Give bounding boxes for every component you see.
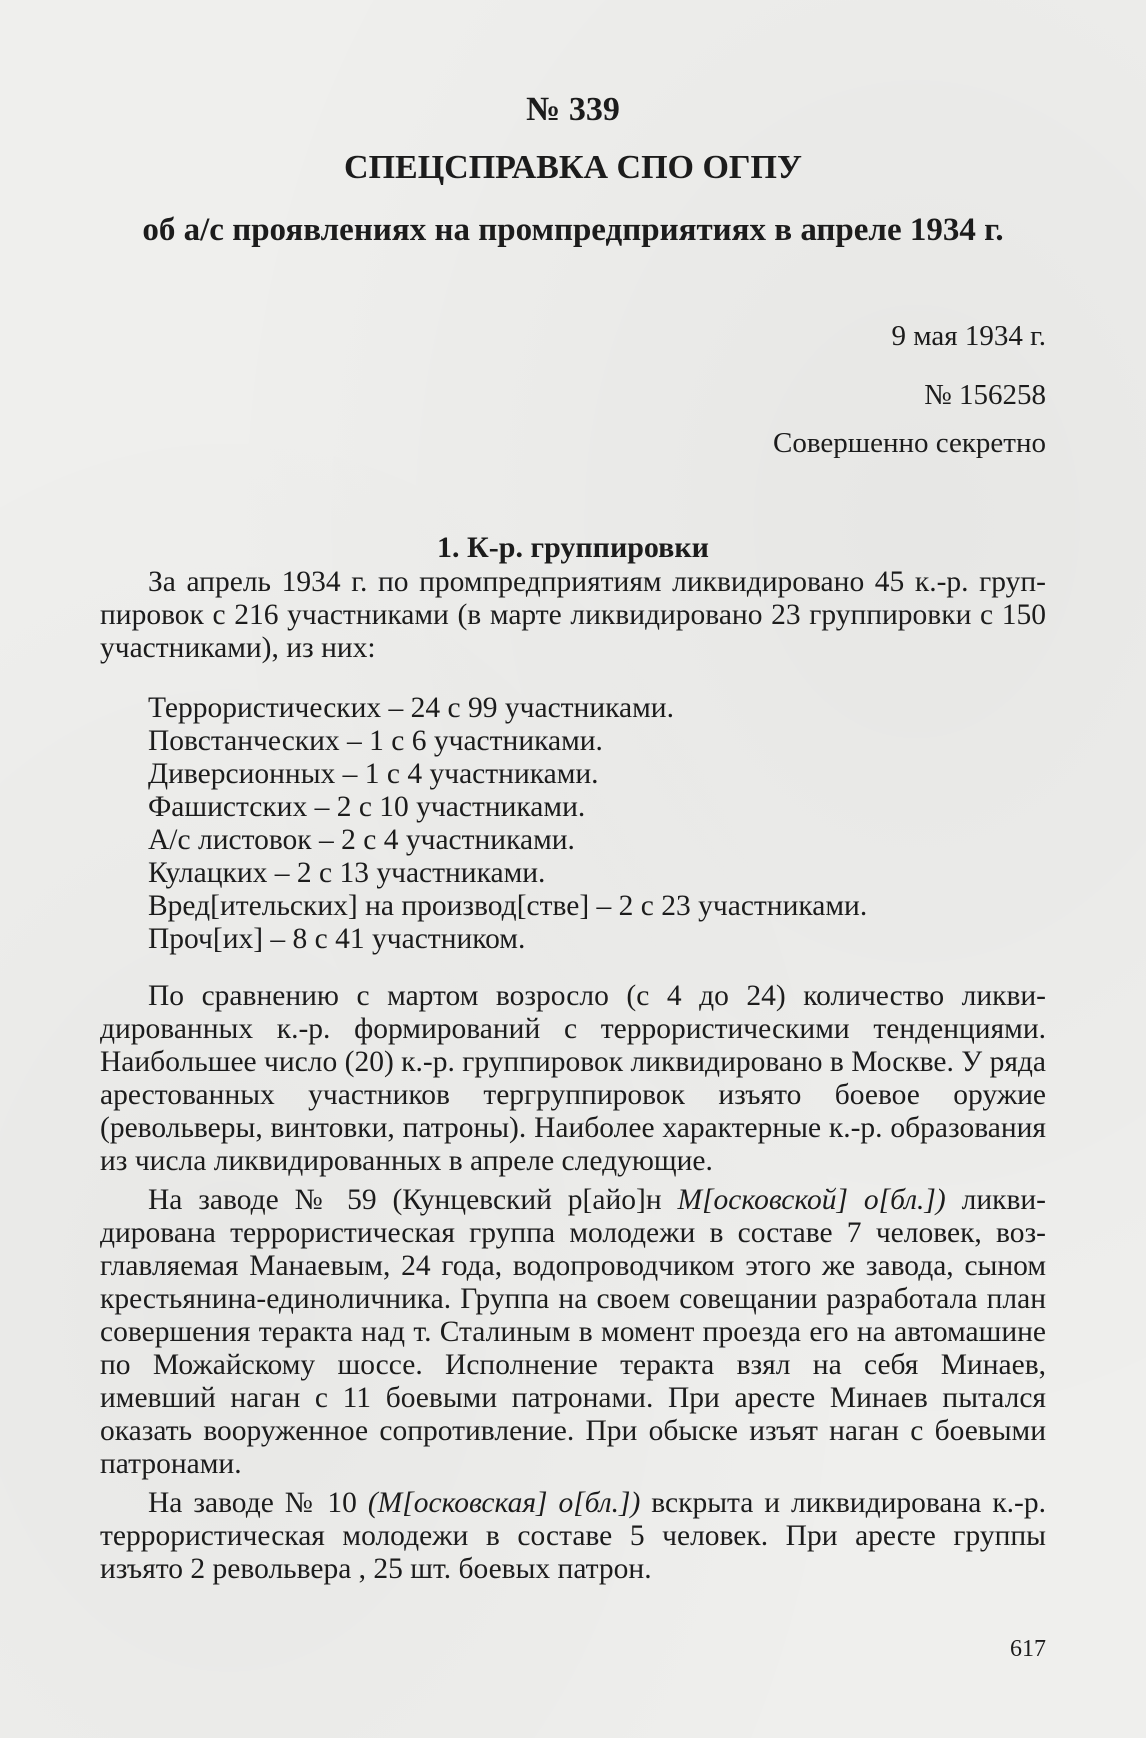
list-item: А/с листовок – 2 с 4 участниками. xyxy=(148,824,575,856)
paragraph-plant-10-start: На заводе № 10 xyxy=(148,1487,368,1519)
intro-paragraph: За апрель 1934 г. по промпредприятиям ликвидировано 45 к.-р. группировок с 216 участниками (в марте ликвидировано 23 группировки с 150 участниками), из них: xyxy=(100,566,1046,664)
document-type-title: СПЕЦСПРАВКА СПО ОГПУ xyxy=(344,149,802,186)
list-item: Диверсионных – 1 с 4 участниками. xyxy=(148,758,599,790)
list-item: Кулацких – 2 с 13 участниками. xyxy=(148,857,546,889)
paragraph-plant-10-end: вскрыта и ликвидирована к.-р. террористическая молодежи в составе 5 человек. При аресте группы изъято 2 револьвера , 25 шт. боевых патрон. xyxy=(100,1487,1046,1585)
paragraph-plant-59-region: М[осковской] о[бл.]) xyxy=(677,1184,946,1216)
paragraph-plant-10-region: (М[осковская] о[бл.]) xyxy=(367,1487,641,1519)
document-subject: об а/с проявлениях на промпредприятиях в апреле 1934 г. xyxy=(142,212,1004,248)
page-number: 617 xyxy=(1010,1636,1046,1662)
list-item: Проч[их] – 8 с 41 участником. xyxy=(148,923,526,955)
secrecy-stamp: Совершенно секретно xyxy=(773,427,1046,459)
document-number: № 339 xyxy=(526,91,620,128)
intro-block xyxy=(100,566,1046,665)
document-date: 9 мая 1934 г. xyxy=(891,320,1046,352)
body-paragraphs xyxy=(100,980,1046,1592)
group-type-list xyxy=(148,692,1048,956)
list-item: Террористических – 24 с 99 участниками. xyxy=(148,692,674,724)
paragraph-plant-59-end: ликвидирована террористическая группа молодежи в составе 7 человек, возглавляемая Манаевым, 24 года, водопроводчиком этого же завода, сыном крестьянина-единоличника. Группа на своем совещании разработала план совершения теракта над т. Сталиным в момент проезда его на автомашине по Можайскому шоссе. Исполнение теракта взял на себя Минаев, имевший наган с 11 боевыми патронами. При аресте Минаев пытался оказать вооруженное сопротивление. При обыске изъят наган с боевыми патронами. xyxy=(100,1184,1046,1480)
list-item: Повстанческих – 1 с 6 участниками. xyxy=(148,725,603,757)
paragraph-plant-59-start: На заводе № 59 (Кунцевский р[айо]н xyxy=(148,1184,678,1216)
registration-number: № 156258 xyxy=(924,379,1046,411)
list-item: Фашистских – 2 с 10 участниками. xyxy=(148,791,586,823)
paragraph-plant-10 xyxy=(100,1487,1046,1586)
list-item: Вред[ительских] на производ[стве] – 2 с 23 участниками. xyxy=(148,890,868,922)
section-heading: 1. К-р. группировки xyxy=(437,531,709,564)
paragraph-comparison: По сравнению с мартом возросло (с 4 до 24) количество ликвидированных к.-р. формирований с террористическими тенденциями. Наибольшее число (20) к.-р. группировок ликвидировано в Москве. У ряда арестованных участников тергруппировок изъято боевое оружие (револьверы, винтовки, патроны). Наиболее характерные к.-р. образования из числа ликвидированных в апреле следующие. xyxy=(100,980,1046,1177)
paragraph-plant-59 xyxy=(100,1184,1046,1481)
